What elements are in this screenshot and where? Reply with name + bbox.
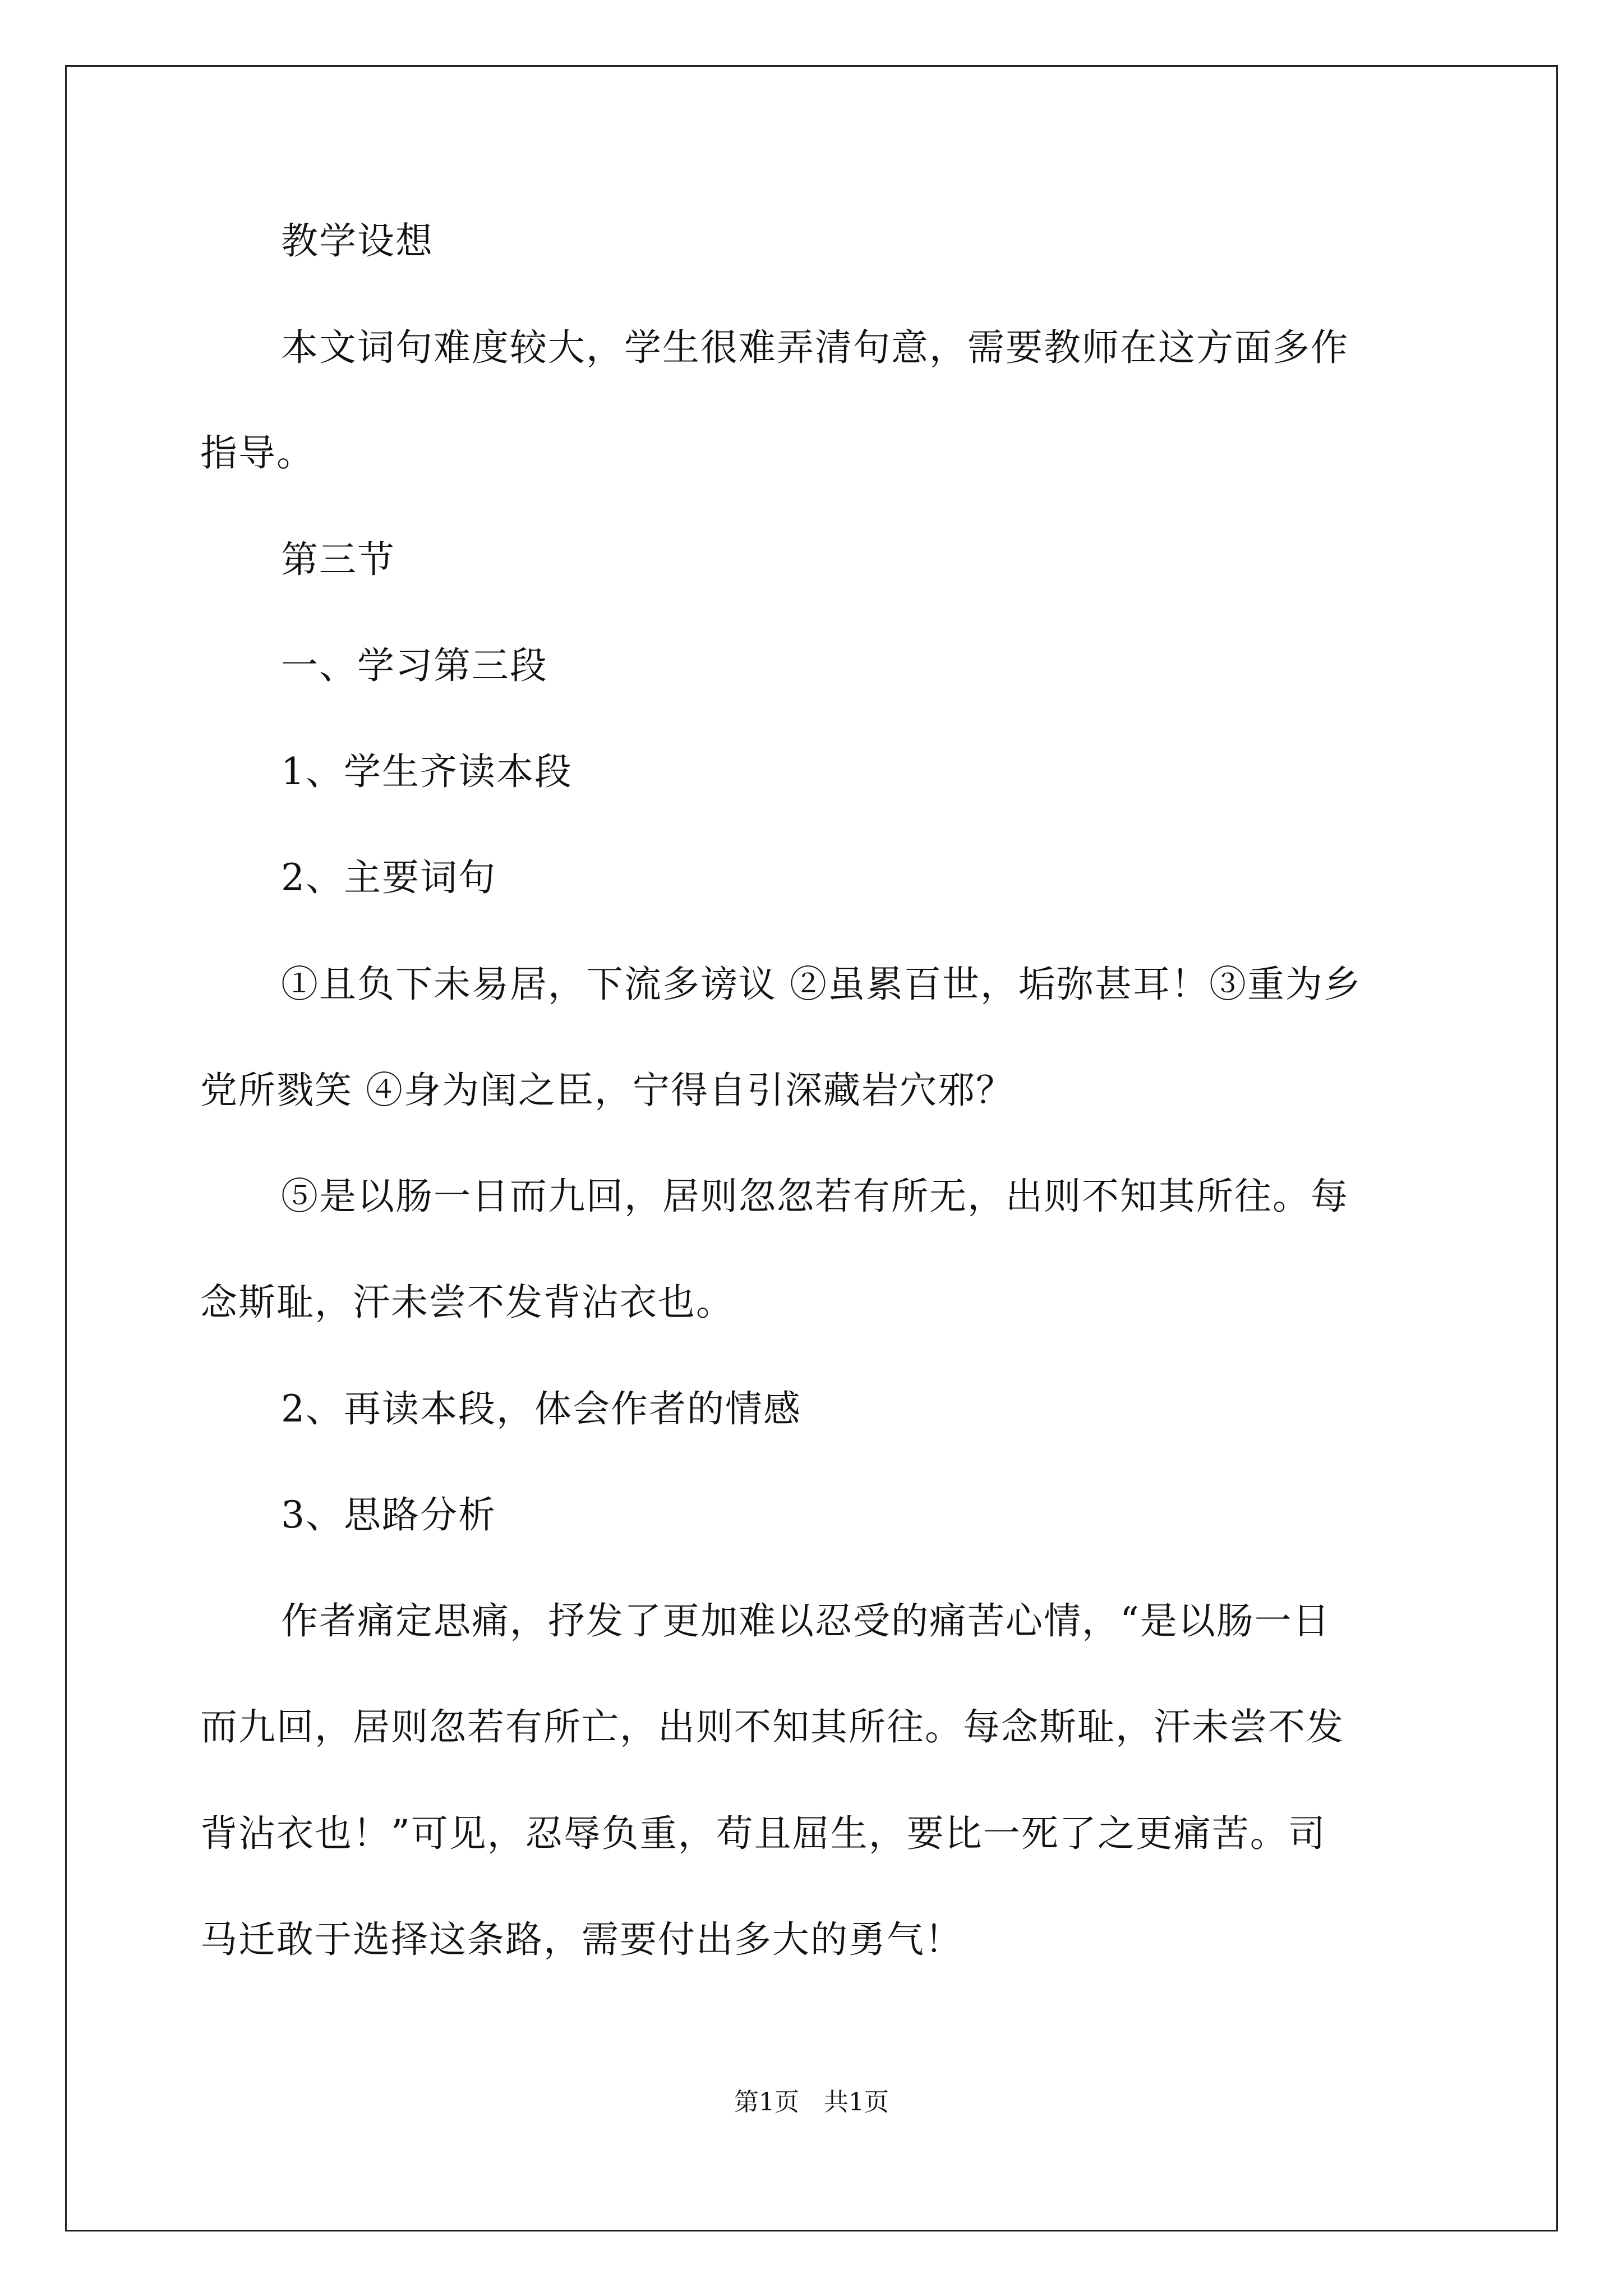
page-number: 第1页 (734, 2088, 799, 2116)
list-item: 3、思路分析 (281, 1493, 496, 1536)
section-title: 第三节 (281, 538, 395, 581)
paragraph-line: 指导。 (200, 431, 315, 475)
page-footer (0, 2086, 1623, 2119)
list-item: 2、再读本段，体会作者的情感 (281, 1387, 801, 1430)
paragraph-line: 马迁敢于选择这条路，需要付出多大的勇气！ (200, 1918, 963, 1961)
page-total: 共1页 (824, 2088, 889, 2116)
paragraph-line: 而九回，居则忽若有所亡，出则不知其所往。每念斯耻，汗未尝不发 (200, 1705, 1344, 1749)
page-border (65, 65, 1558, 2231)
list-item: 1、学生齐读本段 (281, 750, 573, 793)
paragraph-line: 背沾衣也！”可见，忍辱负重，苟且屈生，要比一死了之更痛苦。司 (200, 1812, 1326, 1855)
paragraph-line: 党所戮笑 ④身为闺之臣，宁得自引深藏岩穴邪？ (200, 1069, 1014, 1112)
list-item: 2、主要词句 (281, 856, 496, 899)
subsection-title: 一、学习第三段 (281, 644, 548, 687)
paragraph-line: ①且负下未易居，下流多谤议 ②虽累百世，垢弥甚耳！③重为乡 (281, 963, 1362, 1006)
paragraph-line: 念斯耻，汗未尝不发背沾衣也。 (200, 1281, 734, 1324)
paragraph-line: 作者痛定思痛，抒发了更加难以忍受的痛苦心情，“是以肠一日 (281, 1599, 1331, 1642)
paragraph-line: ⑤是以肠一日而九回，居则忽忽若有所无，出则不知其所往。每 (281, 1175, 1349, 1218)
heading: 教学设想 (281, 219, 434, 263)
paragraph-line: 本文词句难度较大，学生很难弄清句意，需要教师在这方面多作 (281, 326, 1349, 369)
